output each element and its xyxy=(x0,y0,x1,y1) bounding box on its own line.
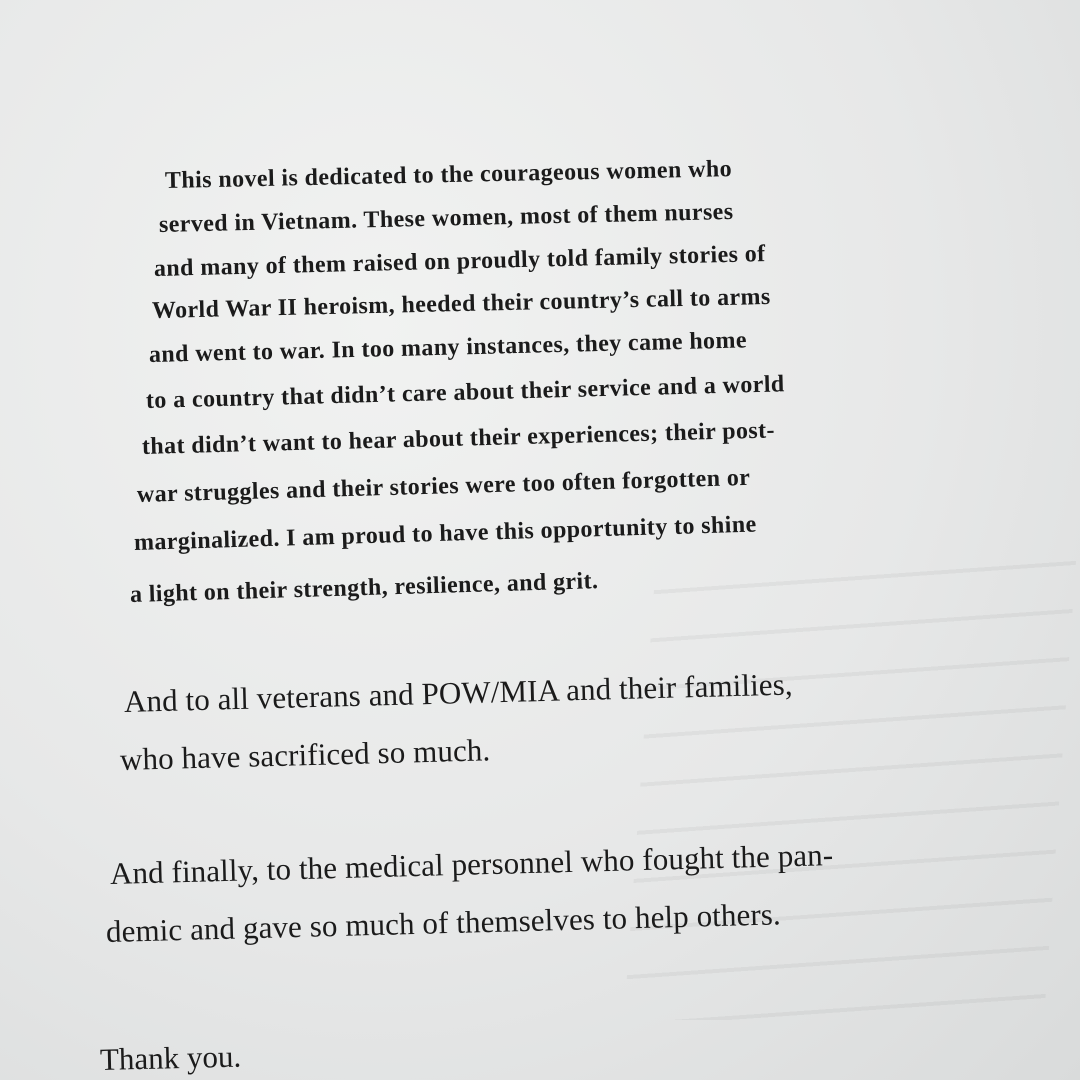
text-line: demic and gave so much of themselves to help others. xyxy=(105,896,782,949)
text-line: war struggles and their stories were too often forgotten or xyxy=(136,464,751,508)
text-line: World War II heroism, heeded their country’s call to arms xyxy=(151,283,771,324)
text-line: and many of them raised on proudly told family stories of xyxy=(153,241,766,282)
text-line: who have sacrificed so much. xyxy=(119,732,491,777)
text-line: marginalized. I am proud to have this opportunity to shine xyxy=(133,511,757,556)
text-line: and went to war. In too many instances, they came home xyxy=(148,327,748,368)
text-line: And to all veterans and POW/MIA and their families, xyxy=(123,666,794,719)
text-line: This novel is dedicated to the courageous women who xyxy=(164,156,733,194)
text-line: to a country that didn’t care about their service and a world xyxy=(145,371,785,414)
text-line: served in Vietnam. These women, most of them nurses xyxy=(158,198,734,238)
text-line: a light on their strength, resilience, and grit. xyxy=(129,568,599,608)
text-line: And finally, to the medical personnel who fought the pan- xyxy=(109,837,834,891)
text-line: that didn’t want to hear about their experiences; their post- xyxy=(141,417,776,460)
text-line: Thank you. xyxy=(99,1038,242,1077)
